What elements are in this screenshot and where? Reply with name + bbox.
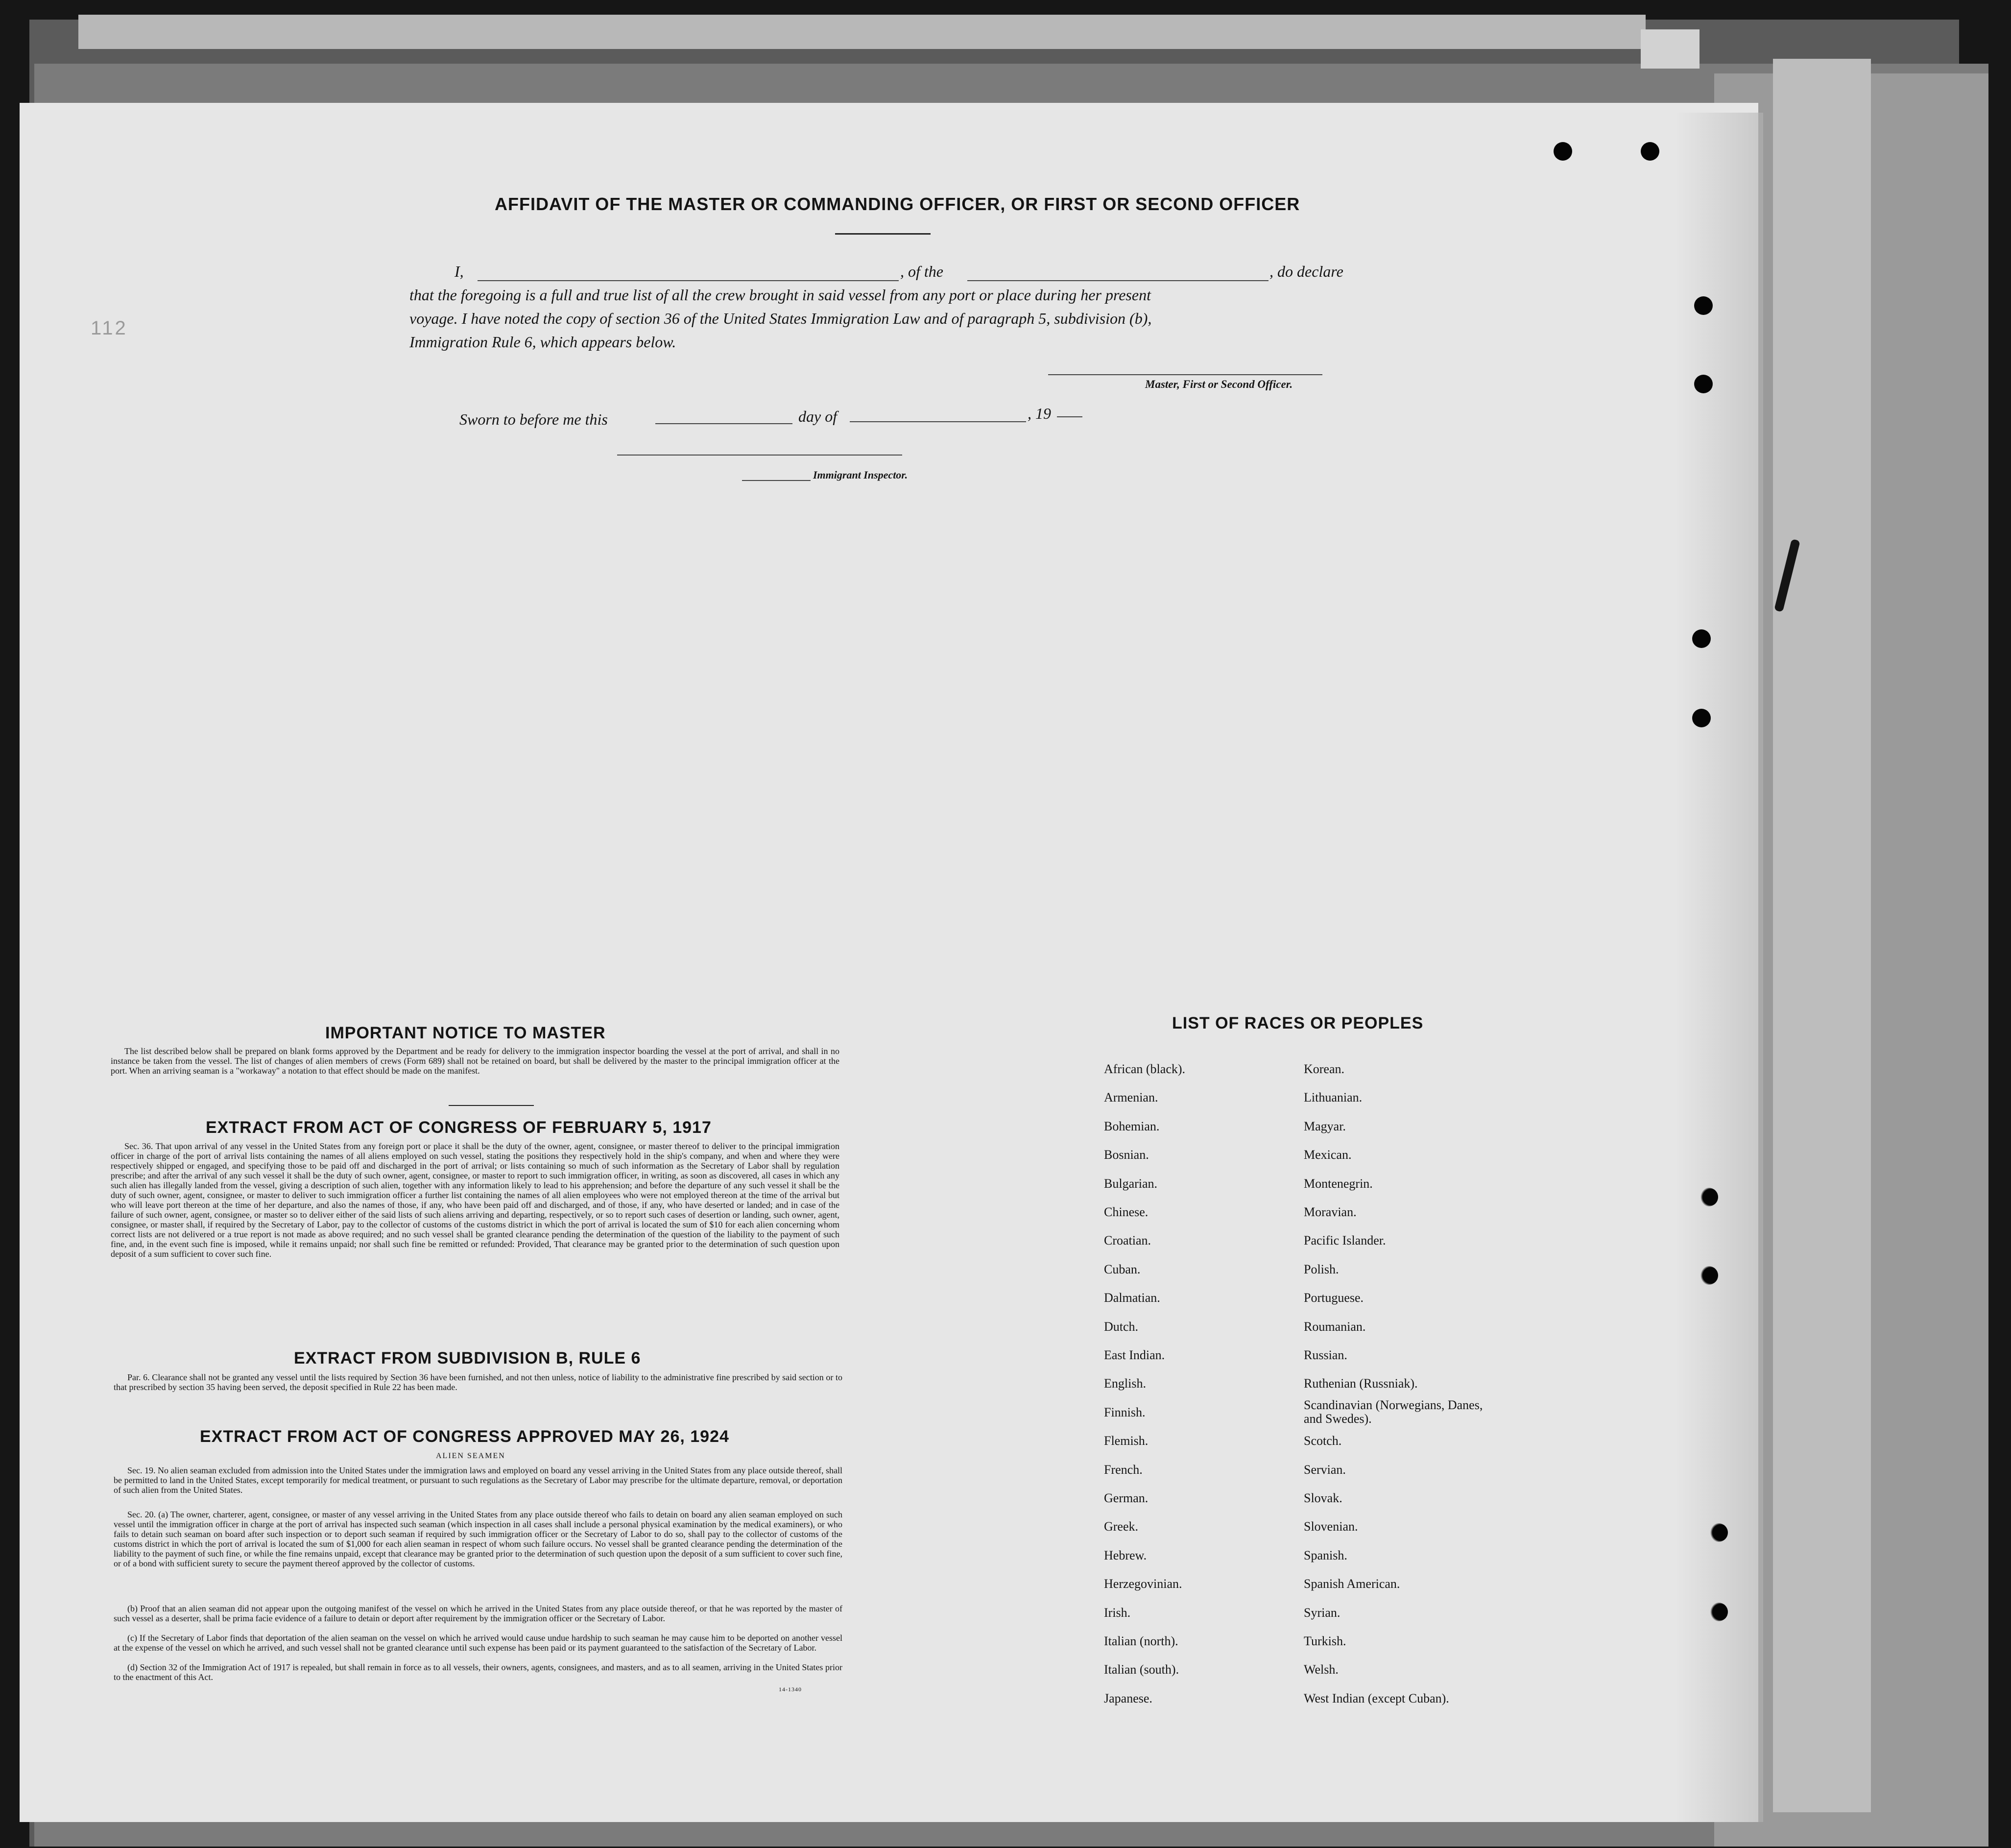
race-item: Pacific Islander. — [1304, 1233, 1386, 1248]
punch-hole — [1641, 142, 1659, 161]
race-item: Chinese. — [1104, 1205, 1149, 1219]
race-item: German. — [1104, 1491, 1149, 1505]
inspector-signature-line — [617, 455, 902, 456]
faint-stamp-number: 112 — [91, 317, 128, 339]
sec-20c-text: (c) If the Secretary of Labor finds that deportation of the alien seaman on the vessel on which he arrived would cause undue hardship to such seaman he may cause him to be deported on another vessel at the expense of the vessel on which he arrived, and such vessel shall not be granted clearance until such expense has been paid or its payment guaranteed to the satisfaction of the Secretary of Labor. — [114, 1633, 842, 1653]
extract-1917-title: EXTRACT FROM ACT OF CONGRESS OF FEBRUARY 5, 1917 — [206, 1118, 712, 1137]
sec-20a-text: Sec. 20. (a) The owner, charterer, agent, consignee, or master of any vessel arriving in the United States from any place outside thereof who fails to detain on board any alien seaman employed on such vessel until the immigration officer in charge at the port of arrival has inspected such seaman (which inspection in all cases shall include a personal physical examination by the medical examiners), or who fails to detain such seaman on board after such inspection or to deport such seaman if required by such immigration officer or the Secretary of Labor to do so, shall pay to the collector of customs of the customs district in which the port of arrival is located the sum of $1,000 for each alien seaman in respect of whom such failure occurs. No vessel shall be granted clearance pending the determination of the liability to the payment of such fine, or while the fine remains unpaid, except that clearance may be granted prior to the determination of such question upon the deposit of a sum sufficient to cover such fine, or of a bond with sufficient surety to secure the payment thereof approved by the collector of customs. — [114, 1510, 842, 1568]
punch-hole — [1692, 629, 1711, 648]
race-item: Flemish. — [1104, 1434, 1149, 1448]
race-item: Ruthenian (Russniak). — [1304, 1376, 1418, 1391]
inspector-short-line — [742, 480, 811, 481]
race-item: Montenegrin. — [1304, 1176, 1373, 1191]
punch-hole — [1709, 1603, 1728, 1621]
punch-hole — [1700, 1188, 1718, 1206]
alien-seamen-subtitle: ALIEN SEAMEN — [436, 1452, 505, 1460]
race-item: Turkish. — [1304, 1634, 1346, 1648]
race-item: Italian (south). — [1104, 1662, 1179, 1677]
affidavit-of-the: , of the — [900, 263, 943, 280]
affidavit-line-4: Immigration Rule 6, which appears below. — [409, 333, 676, 351]
punch-hole — [1694, 296, 1713, 315]
year-prefix: , 19 — [1028, 405, 1051, 422]
race-item: Japanese. — [1104, 1691, 1152, 1705]
affidavit-line-2: that the foregoing is a full and true list of all the crew brought in said vessel from any port or place during her present — [409, 286, 1151, 304]
punch-hole — [1554, 142, 1572, 161]
background-page-edge-top — [78, 15, 1646, 49]
year-blank — [1057, 416, 1082, 417]
race-item: Russian. — [1304, 1348, 1347, 1362]
punch-hole — [1694, 375, 1713, 393]
race-item: East Indian. — [1104, 1348, 1165, 1362]
extract-rule6-title: EXTRACT FROM SUBDIVISION B, RULE 6 — [294, 1349, 641, 1368]
affidavit-title: AFFIDAVIT OF THE MASTER OR COMMANDING OFFICER, OR FIRST OR SECOND OFFICER — [495, 194, 1300, 214]
race-item: Italian (north). — [1104, 1634, 1178, 1648]
extract-1917-body: Sec. 36. That upon arrival of any vessel in the United States from any foreign port or place it shall be the duty of the owner, agent, consignee, or master thereof to deliver to the principal immigration officer in charge of the port of arrival lists containing the names of all aliens employed on such vessel, stating the positions they respectively hold in the ship's company, and when and where they were respectively shipped or engaged, and specifying those to be paid off and discharged in the port of arrival; or lists containing so much of such information as the Secretary of Labor shall by regulation prescribe; and after the arrival of any such vessel it shall be the duty of such owner, agent, consignee, or master to report to such immigration officer, in writing, as soon as discovered, all cases in which any such alien has illegally landed from the vessel, giving a description of such alien, together with any information likely to lead to his apprehension; and before the departure of any such vessel it shall be the duty of such owner, agent, consignee, or master to deliver to such immigration officer a further list containing the names of all alien employees who were not employed thereon at the time of the arrival but who will leave port thereon at the time of her departure, and also the names of those, if any, who have been paid off and discharged, and of those, if any, who have deserted or landed; and in case of the failure of such owner, agent, consignee, or master so to deliver either of the said lists of such aliens arriving and departing, respectively, or so to report such cases of desertion or landing, such owner, agent, consignee, or master shall, if required by the Secretary of Labor, pay to the collector of customs of the customs district in which the port of arrival is located the sum of $10 for each alien concerning whom correct lists are not delivered or a true report is not made as above required; and no such vessel shall be granted clearance pending the determination of the question of the liability to the payment of such fine, and, in the event such fine is imposed, while it remains unpaid; nor shall such fine be remitted or refunded: Provided, That clearance may be granted prior to the determination of such question upon deposit of a sum sufficient to cover such fine. — [111, 1141, 839, 1259]
race-item: Roumanian. — [1304, 1320, 1366, 1334]
race-item: Bosnian. — [1104, 1148, 1149, 1162]
page-shadow — [1675, 113, 1763, 1822]
sec-20b-text: (b) Proof that an alien seaman did not appear upon the outgoing manifest of the vessel on which he arrived in the United States from any place outside thereof, or that he was reported by the master of such vessel as a deserter, shall be prima facie evidence of a failure to detain or deport after requirement by the immigration officer or the Secretary of Labor. — [114, 1604, 842, 1623]
race-item: French. — [1104, 1463, 1143, 1477]
race-item: Bulgarian. — [1104, 1176, 1158, 1191]
race-item: Slovak. — [1304, 1491, 1342, 1505]
section-divider — [449, 1105, 534, 1106]
affidavit-i: I, — [455, 263, 464, 280]
notice-title: IMPORTANT NOTICE TO MASTER — [325, 1024, 606, 1042]
race-item: Dalmatian. — [1104, 1291, 1160, 1305]
race-item: Slovenian. — [1304, 1519, 1358, 1534]
sec-20d-text: (d) Section 32 of the Immigration Act of 1917 is repealed, but shall remain in force as to all vessels, their owners, agents, consignees, and masters, and as to all seamen, arriving in the United States prior to the enactment of this Act. — [114, 1662, 842, 1682]
race-item: English. — [1104, 1376, 1146, 1391]
race-item: Mexican. — [1304, 1148, 1352, 1162]
race-item: Cuban. — [1104, 1262, 1141, 1276]
race-item: Welsh. — [1304, 1662, 1339, 1677]
punch-hole — [1700, 1266, 1718, 1285]
race-item: Croatian. — [1104, 1233, 1151, 1248]
day-of-text: day of — [798, 408, 838, 425]
race-item: Finnish. — [1104, 1405, 1146, 1419]
extract-1924-title: EXTRACT FROM ACT OF CONGRESS APPROVED MAY 26, 1924 — [200, 1427, 729, 1446]
race-item: West Indian (except Cuban). — [1304, 1691, 1449, 1705]
race-item: Korean. — [1304, 1062, 1345, 1076]
race-item: Greek. — [1104, 1519, 1139, 1534]
race-item: Hebrew. — [1104, 1548, 1147, 1562]
race-item: Dutch. — [1104, 1320, 1139, 1334]
race-item: Spanish American. — [1304, 1577, 1400, 1591]
race-item: Magyar. — [1304, 1119, 1346, 1133]
month-blank — [850, 421, 1026, 422]
race-item: Scandinavian (Norwegians, Danes, and Swedes). — [1304, 1398, 1483, 1426]
title-underline — [835, 233, 931, 235]
race-item: Scotch. — [1304, 1434, 1342, 1448]
background-page-edge-light — [1773, 59, 1871, 1812]
affidavit-line-3: voyage. I have noted the copy of section 36 of the United States Immigration Law and of paragraph 5, subdivision (b), — [409, 310, 1152, 327]
races-title: LIST OF RACES OR PEOPLES — [1172, 1014, 1424, 1032]
race-item: Bohemian. — [1104, 1119, 1160, 1133]
sworn-day-blank — [655, 423, 792, 424]
race-item: Polish. — [1304, 1262, 1339, 1276]
punch-hole — [1692, 709, 1711, 727]
inspector-caption: Immigrant Inspector. — [813, 469, 908, 481]
race-item: Herzegovinian. — [1104, 1577, 1182, 1591]
name-blank — [478, 280, 899, 281]
race-item: Portuguese. — [1304, 1291, 1364, 1305]
signature-line — [1048, 374, 1322, 375]
race-item: African (black). — [1104, 1062, 1186, 1076]
race-item: Moravian. — [1304, 1205, 1357, 1219]
extract-rule6-body: Par. 6. Clearance shall not be granted any vessel until the lists required by Section 36 have been furnished, and not then unless, notice of liability to the administrative fine prescribed by said section or to that prescribed by section 35 having been served, the deposit specified in Rule 22 has been made. — [114, 1372, 842, 1392]
vessel-blank — [967, 280, 1269, 281]
form-number: 14-1340 — [779, 1686, 802, 1693]
sec-19-text: Sec. 19. No alien seaman excluded from admission into the United States under the immigration laws and employed on board any vessel arriving in the United States from any place outside thereof, shall be permitted to land in the United States, except temporarily for medical treatment, or pursuant to such regulations as the Secretary of Labor may prescribe for the ultimate departure, removal, or deportation of such alien from the United States. — [114, 1465, 842, 1495]
signature-caption: Master, First or Second Officer. — [1145, 378, 1293, 390]
sworn-text: Sworn to before me this — [459, 410, 608, 428]
notice-body: The list described below shall be prepared on blank forms approved by the Department and be ready for delivery to the immigration inspector boarding the vessel at the port of arrival, and shall in no instance be taken from the vessel. The list of changes of alien members of crews (Form 689) shall not be retained on board, but shall be delivered by the master to the principal immigration officer at the port. When an arriving seaman is a "workaway" a notation to that effect should be made on the manifest. — [111, 1046, 839, 1076]
race-item: Lithuanian. — [1304, 1090, 1363, 1104]
race-item: Servian. — [1304, 1463, 1346, 1477]
race-item: Spanish. — [1304, 1548, 1347, 1562]
race-item: Armenian. — [1104, 1090, 1158, 1104]
race-item: Irish. — [1104, 1606, 1131, 1620]
punch-hole — [1709, 1523, 1728, 1542]
race-item: Syrian. — [1304, 1606, 1341, 1620]
affidavit-declare: , do declare — [1269, 263, 1343, 280]
background-page-corner — [1641, 29, 1700, 69]
